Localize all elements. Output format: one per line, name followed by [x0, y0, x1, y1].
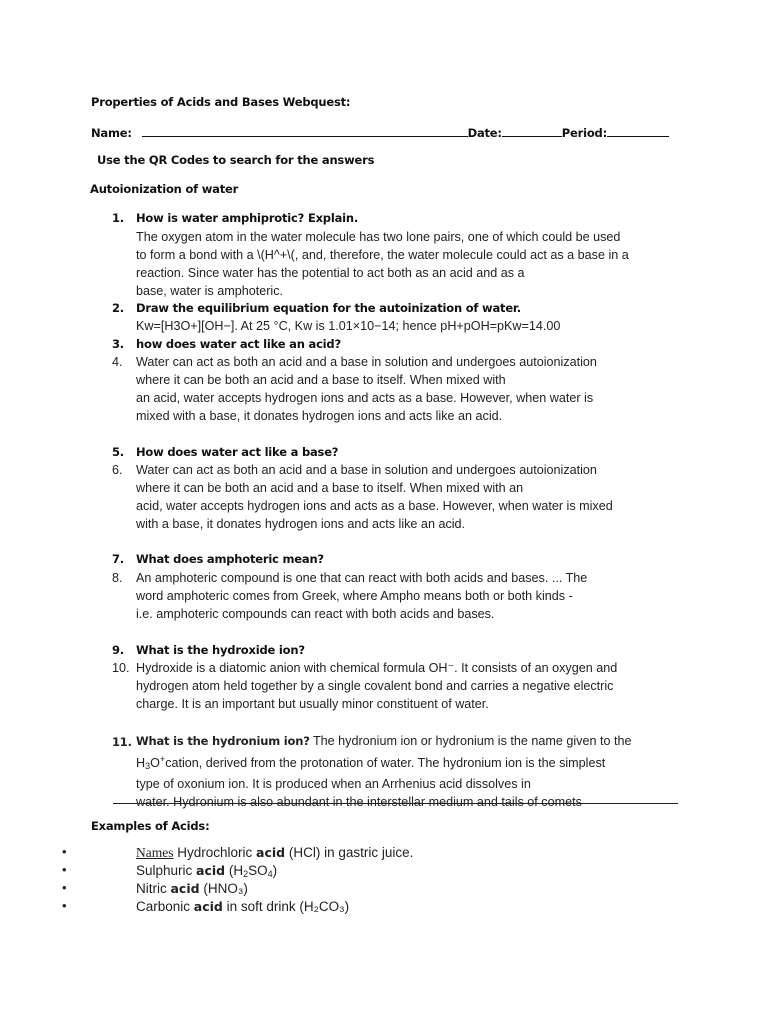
name-blank[interactable] — [142, 124, 468, 137]
bullet-icon: • — [62, 898, 67, 913]
answer-line: to form a bond with a \(H^+\(, and, therefore, the water molecule could act as a base in a — [136, 248, 629, 262]
question-number: 9. — [112, 643, 124, 657]
answer-line: reaction. Since water has the potential to act both as an acid and as a — [136, 266, 525, 280]
item-number: 8. — [112, 571, 123, 585]
answer-line: type of oxonium ion. It is produced when an Arrhenius acid dissolves in — [136, 777, 531, 792]
examples-heading: Examples of Acids: — [91, 819, 210, 833]
answer-line: where it can be both an acid and a base to itself. When mixed with an — [136, 481, 524, 495]
bullet-icon: • — [62, 880, 67, 895]
question-text: How is water amphiprotic? Explain. — [136, 211, 359, 225]
answer-line: mixed with a base, it donates hydrogen ions and acts like an acid. — [136, 409, 503, 423]
answer-line: where it can be both an acid and a base to itself. When mixed with — [136, 373, 506, 387]
answer-line: acid, water accepts hydrogen ions and acts as a base. However, when water is mixed — [136, 499, 613, 513]
item-number: 10. — [112, 661, 130, 675]
question-number: 11. — [112, 735, 132, 749]
item-number: 4. — [112, 355, 123, 369]
answer-line: with a base, it donates hydrogen ions and acts like an acid. — [136, 517, 466, 531]
bullet-icon: • — [62, 862, 67, 877]
bullet-icon: • — [62, 844, 67, 859]
date-label: Date: — [467, 126, 502, 140]
question-text: how does water act like an acid? — [136, 337, 341, 351]
question-text: Draw the equilibrium equation for the autoinization of water. — [136, 301, 521, 315]
answer-line: Water can act as both an acid and a base in solution and undergoes autoionization — [136, 463, 597, 477]
answer-line: $H_3O^+cation$, derived from the protonation of water. The hydronium ion is the simplest — [136, 754, 606, 772]
answer-line: Water can act as both an acid and a base in solution and undergoes autoionization — [136, 355, 597, 369]
question-number: 7. — [112, 552, 124, 566]
answer-line: water. Hydronium is also abundant in the interstellar medium and tails of comets — [136, 795, 582, 810]
period-blank[interactable] — [607, 124, 669, 137]
question-text: What is the hydroxide ion? — [136, 643, 305, 657]
answer-line: The oxygen atom in the water molecule has two lone pairs, one of which could be used — [136, 230, 621, 244]
name-label: Name: — [91, 126, 132, 140]
answer-line: Kw=[H3O+][OH−]. At 25 °C, Kw is 1.01×10−14; hence pH+pOH=pKw=14.00 — [136, 319, 561, 333]
item-number: 6. — [112, 463, 123, 477]
period-label: Period: — [561, 126, 607, 140]
question-text: How does water act like a base? — [136, 445, 339, 459]
section-heading: Autoionization of water — [90, 182, 239, 196]
name-date-period-row — [91, 124, 671, 140]
worksheet-page: Properties of Acids and Bases Webquest: Name: Date: Period: Use the QR Codes to search for the answers Autoionization of water 1. How is water amphiprotic? Explain. The oxygen atom in the water molecule has two lone pairs, one of which could be used to form a bond with a \(H^+\(, and, therefore, the water molecule could act as a base in a reaction. Since water has the potential to act both as an acid and as a base, water is amphoteric. 2. Draw the equilibrium equation for the autoinization of water. Kw=[H3O+][OH−]. At 25 °C, Kw is 1.01×10−14; hence pH+pOH=pKw=14.00 3. how does water act like an acid? 4. Water can act as both an acid and a base in solution and undergoes autoionization where it can be both an acid and a base to itself. When mixed with an acid, water accepts hydrogen ions and acts as a base. However, when water is mixed with a base, it donates hydrogen ions and acts like an acid. 5. How does water act like a base? 6. Water can act as both an acid and a base in solution and undergoes autoionization where it can be both an acid and a base to itself. When mixed with an acid, water accepts hydrogen ions and acts as a base. However, when water is mixed with a base, it donates hydrogen ions and acts like an acid. 7. What does amphoteric mean? 8. An amphoteric compound is one that can react with both acids and bases. ... The word amphoteric comes from Greek, where Ampho means both or both kinds - i.e. amphoteric compounds can react with both acids and bases. 9. What is the hydroxide ion? 10. Hydroxide is a diatomic anion with chemical formula OH⁻. It consists of an oxygen and hydrogen atom held together by a single covalent bond and carries a negative electric charge. It is an important but usually minor constituent of water. 11. What is the hydronium ion? The hydronium ion or hydronium is the name given to the $H_3O^+cation$, derived from the protonation of water. The hydronium ion is the simplest type of oxonium ion. It is produced when an Arrhenius acid dissolves in water. Hydronium is also abundant in the interstellar medium and tails of comets Examples of Acids: • Names Hydrochloric acid (HCl) in gastric juice. • Sulphuric acid $(H_2SO_4)$ • Nitric acid (HNO₃) • Carbonic acid in soft drink (H₂CO₃) — [0, 0, 768, 1024]
question-text: What is the hydronium ion? — [136, 734, 310, 748]
answer-line: The hydronium ion or hydronium is the name given to the — [309, 734, 632, 748]
date-blank[interactable] — [502, 124, 562, 137]
answer-line: an acid, water accepts hydrogen ions and acts as a base. However, when water is — [136, 391, 594, 405]
question-number: 3. — [112, 337, 124, 351]
answer-line: hydrogen atom held together by a single covalent bond and carries a negative electric — [136, 679, 614, 693]
answer-line: An amphoteric compound is one that can react with both acids and bases. ... The — [136, 571, 588, 585]
question-number: 5. — [112, 445, 124, 459]
names-link: Names — [136, 845, 174, 860]
answer-line: charge. It is an important but usually minor constituent of water. — [136, 697, 489, 711]
divider-line — [113, 803, 678, 804]
question-text: What does amphoteric mean? — [136, 552, 324, 566]
answer-line: i.e. amphoteric compounds can react with both acids and bases. — [136, 607, 495, 621]
answer-line: base, water is amphoteric. — [136, 284, 283, 298]
question-number: 2. — [112, 301, 124, 315]
answer-line: word amphoteric comes from Greek, where Ampho means both or both kinds - — [136, 589, 573, 603]
instruction-text: Use the QR Codes to search for the answers — [97, 153, 375, 167]
answer-line: Hydroxide is a diatomic anion with chemical formula OH⁻. It consists of an oxygen and — [136, 661, 618, 675]
worksheet-title: Properties of Acids and Bases Webquest: — [91, 95, 351, 109]
question-number: 1. — [112, 211, 124, 225]
